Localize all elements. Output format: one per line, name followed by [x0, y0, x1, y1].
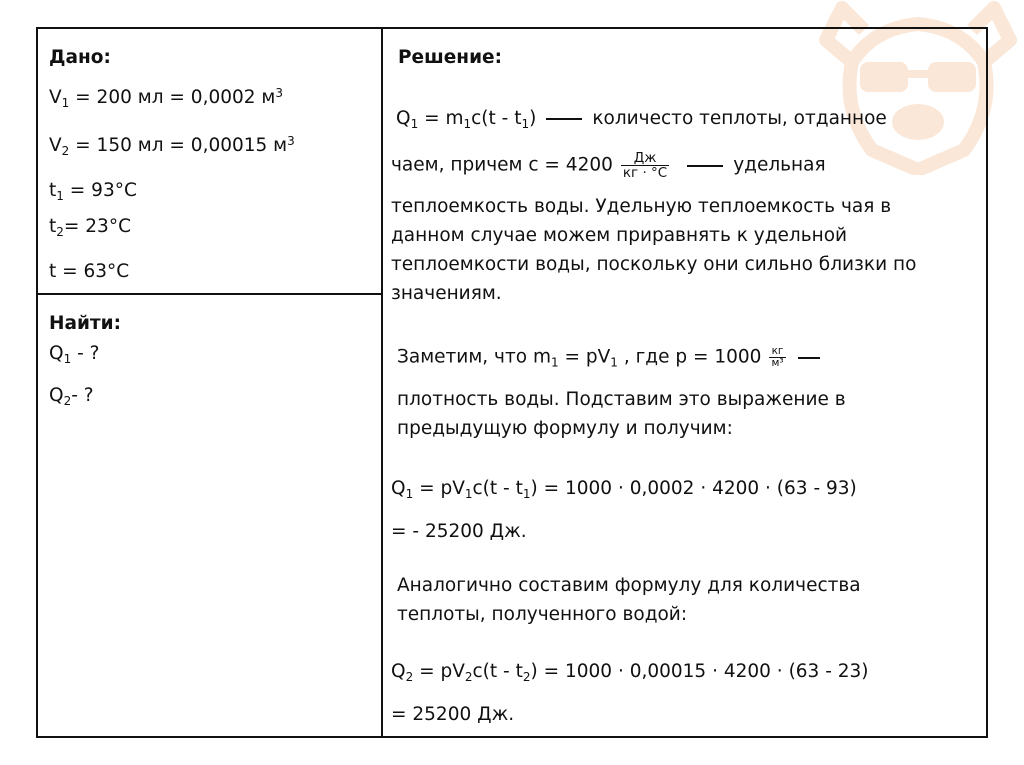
paragraph-1-line-1: теплоемкость воды. Удельную теплоемкость чая в [391, 196, 892, 217]
solution-heading: Решение: [398, 47, 502, 68]
column-divider [381, 29, 383, 736]
em-dash [546, 118, 582, 120]
em-dash [687, 165, 723, 167]
find-q1: $Q_1$ - ? [49, 343, 100, 366]
formula-q2-calculation: $Q_2 = pV_2c(t - t_2) = 1000 \cdot 0,00015 \cdot 4200 \cdot (63 - 23)$ [391, 661, 869, 684]
paragraph-3-line-1: Аналогично составим формулу для количества [397, 575, 861, 596]
result-q1: = - 25200 Дж. [391, 521, 527, 542]
given-v2: $V_2 = 150$ мл = 0,00015 $м^3$ [49, 134, 295, 158]
find-heading: Найти: [49, 313, 122, 334]
paragraph-1-line-3: теплоемкости воды, поскольку они сильно близки по [391, 254, 917, 275]
solution-table [36, 27, 988, 738]
formula-mass: Заметим, что $m_1 = pV_1$ , где p = 1000 $\frac{кг}{\text{м³}}$ [397, 346, 830, 369]
fraction-kg-per-m3: $\frac{кг}{\text{м³}}$ [771, 345, 784, 370]
paragraph-2-line-1: плотность воды. Подставим это выражение в [397, 389, 846, 410]
given-t1: $t_1 = 93^\circ C$ [49, 180, 137, 203]
formula-q1-calculation: $Q_1 = pV_1c(t - t_1) = 1000 \cdot 0,0002 \cdot 4200 \cdot (63 - 93)$ [391, 478, 857, 501]
formula-q1-definition: $Q_1 = m_1c(t - t_1)$ количесто теплоты, отданное [396, 108, 887, 131]
given-heading: Дано: [49, 47, 111, 68]
result-q2: = 25200 Дж. [391, 704, 515, 725]
given-v1: $V_1 = 200$ мл = 0,0002 $м^3$ [49, 86, 284, 110]
fraction-j-per-kg-c: $\frac{Дж}{кг \cdot ^\circ C}$ [622, 150, 668, 182]
specific-heat-line: чаем, причем с = 4200 $\frac{Дж}{кг \cdot ^\circ C}$ удельная [391, 150, 826, 182]
paragraph-2-line-2: предыдущую формулу и получим: [397, 418, 733, 439]
paragraph-1-line-2: данном случае можем приравнять к удельной [391, 225, 848, 246]
find-q2: $Q_2-$ ? [49, 385, 94, 408]
given-find-divider [38, 293, 381, 295]
paragraph-3-line-2: теплоты, полученного водой: [397, 604, 688, 625]
given-t2: $t_2= 23^\circ C$ [49, 216, 131, 239]
em-dash [798, 357, 820, 359]
paragraph-1-line-4: значениям. [391, 283, 502, 304]
given-t: t = 63°C [49, 261, 130, 282]
